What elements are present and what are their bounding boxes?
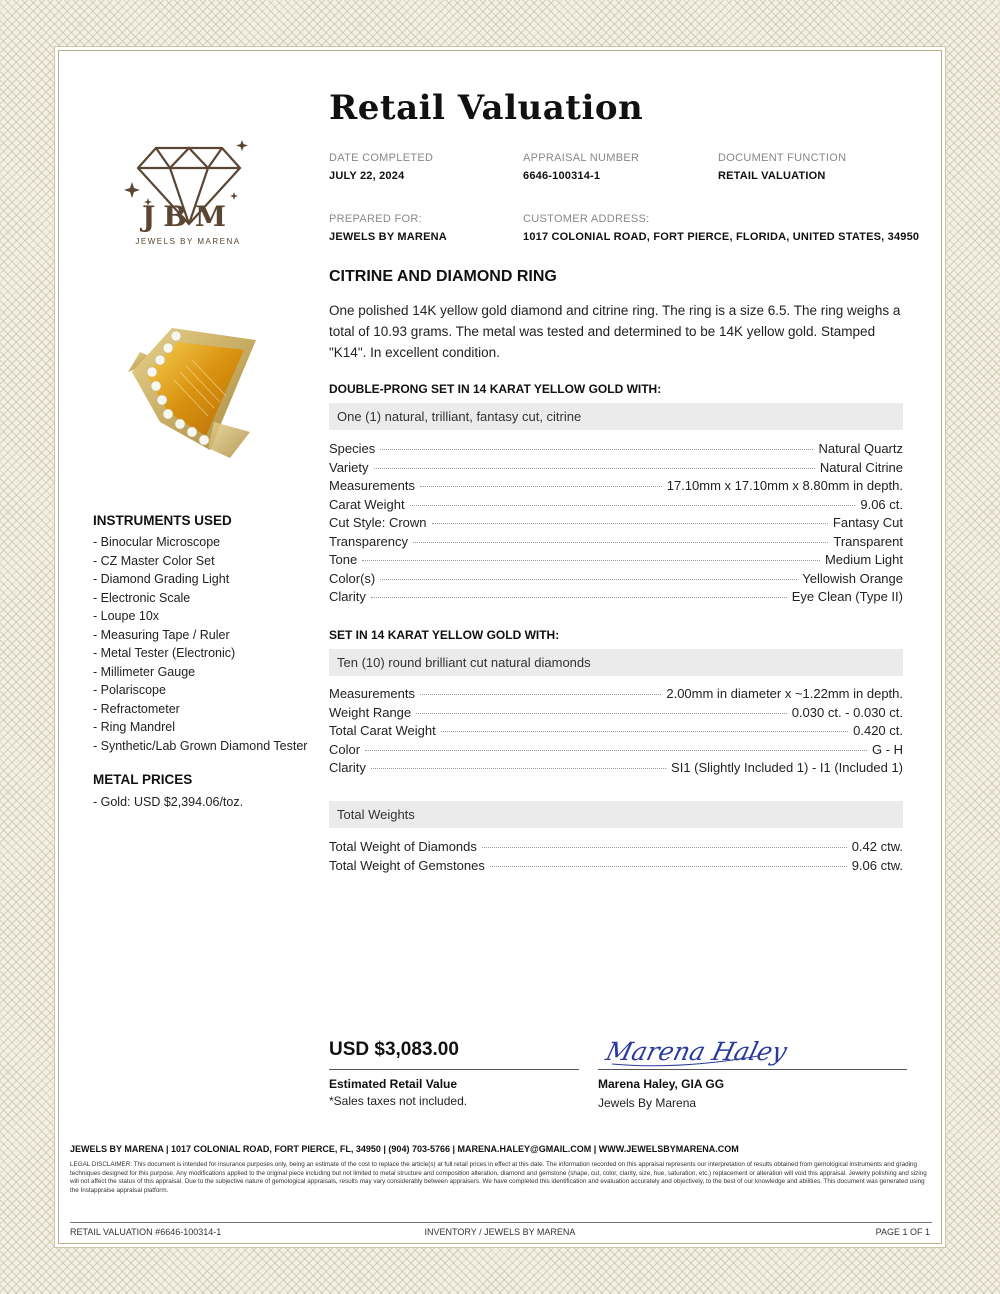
- leader-dots: [362, 560, 820, 561]
- metal-prices-heading: METAL PRICES: [93, 772, 193, 787]
- logo-wordmark: JBM: [142, 200, 234, 233]
- spec-row: [329, 858, 903, 877]
- spec-row: [329, 686, 903, 705]
- spec-label: Measurements: [329, 478, 415, 493]
- leader-dots: [490, 866, 847, 867]
- list-item: - Polariscope: [93, 683, 166, 697]
- customer-address-value: 1017 COLONIAL ROAD, FORT PIERCE, FLORIDA, UNITED STATES, 34950: [523, 231, 920, 243]
- document-title: Retail Valuation: [329, 88, 644, 128]
- prepared-for-value: JEWELS BY MARENA: [329, 231, 447, 243]
- citrine-heading: DOUBLE-PRONG SET IN 14 KARAT YELLOW GOLD WITH:: [329, 382, 662, 396]
- spec-value: 9.06 ct.: [860, 496, 903, 512]
- list-item: - CZ Master Color Set: [93, 553, 215, 568]
- leader-dots: [371, 768, 666, 769]
- spec-label: Color: [329, 741, 361, 757]
- list-item: - Millimeter Gauge: [93, 664, 196, 679]
- leader-dots: [416, 713, 787, 714]
- spec-label: Total Weight of Diamonds: [329, 839, 477, 854]
- leader-dots: [420, 486, 662, 487]
- spec-value: SI1 (Slightly Included 1) - I1 (Included 1): [671, 760, 903, 775]
- list-item: - Metal Tester (Electronic): [93, 646, 236, 660]
- footer-inventory: INVENTORY / JEWELS BY MARENA: [424, 1227, 576, 1237]
- spec-value: 0.42 ctw.: [851, 839, 903, 854]
- spec-label: Color(s): [329, 570, 376, 586]
- spec-row: [329, 571, 903, 590]
- appraisal-number-value: 6646-100314-1: [523, 170, 601, 182]
- spec-label: Total Weight of Gemstones: [329, 857, 485, 873]
- sales-tax-note: *Sales taxes not included.: [329, 1094, 468, 1108]
- total-weights-bar: Total Weights: [329, 801, 903, 828]
- diamonds-summary: Ten (10) round brilliant cut natural diamonds: [329, 649, 903, 676]
- spec-value: 0.030 ct. - 0.030 ct.: [791, 704, 903, 720]
- leader-dots: [374, 468, 815, 469]
- spec-row: [329, 478, 903, 497]
- footer-divider: [70, 1222, 932, 1223]
- spec-value: 9.06 ctw.: [851, 857, 903, 873]
- document-function-value: RETAIL VALUATION: [718, 170, 826, 182]
- spec-row: [329, 760, 903, 779]
- spec-value: 0.420 ct.: [853, 723, 903, 738]
- appraiser-name: Marena Haley, GIA GG: [598, 1077, 725, 1091]
- spec-label: Species: [329, 441, 376, 456]
- leader-dots: [380, 579, 797, 580]
- spec-label: Transparency: [329, 533, 408, 549]
- spec-value: Eye Clean (Type II): [791, 589, 903, 604]
- list-item: - Gold: USD $2,394.06/toz.: [93, 795, 244, 809]
- spec-row: [329, 497, 903, 516]
- retail-value-amount: USD $3,083.00: [329, 1039, 459, 1060]
- spec-label: Clarity: [329, 589, 366, 604]
- instruments-list: [93, 533, 307, 755]
- document-function-label: DOCUMENT FUNCTION: [718, 152, 847, 164]
- spec-value: 17.10mm x 17.10mm x 8.80mm in depth.: [666, 478, 903, 493]
- leader-dots: [420, 694, 661, 695]
- list-item: - Diamond Grading Light: [93, 572, 230, 586]
- spec-value: 2.00mm in diameter x ~1.22mm in depth.: [666, 686, 903, 701]
- metal-prices-list: [93, 793, 243, 812]
- leader-dots: [371, 597, 787, 598]
- spec-value: Transparent: [833, 533, 903, 549]
- leader-dots: [410, 505, 856, 506]
- spec-row: [329, 515, 903, 534]
- legal-disclaimer: LEGAL DISCLAIMER: This document is intended for insurance purposes only, being an estimate of the cost to replace the article(s) at full retail prices in effect at this date. The information recorded on this appraisal represents our interpretation of results obtained from gemological instruments and grading techniques designed for this purpose. Any modifications applied to the original piece including but not limited to metal structure and composition alteration, diamond and gemstone (shape, cut, color, clarity, size, hue, saturation, etc.) replacement or alteration will void this appraisal. Jewelry polishing and sizing will not affect the status of this appraisal. Due to the subjective nature of gemological appraisals, results may vary considerably between appraisers. We have completed this identification and evaluation accurately and objectively, to the best of our knowledge and abilities. This document was generated using the Instappraise appraisal platform.: [70, 1161, 927, 1194]
- ring-photo: [110, 312, 270, 462]
- list-item: - Ring Mandrel: [93, 720, 175, 734]
- signature-image: [603, 1030, 791, 1072]
- retail-value-label: Estimated Retail Value: [329, 1077, 458, 1091]
- spec-row: [329, 534, 903, 553]
- spec-label: Cut Style: Crown: [329, 515, 427, 530]
- spec-row: [329, 441, 903, 460]
- date-label: DATE COMPLETED: [329, 152, 434, 164]
- spec-row: [329, 460, 903, 479]
- spec-label: Measurements: [329, 686, 415, 701]
- appraiser-company: Jewels By Marena: [598, 1096, 697, 1110]
- spec-value: G - H: [871, 741, 903, 757]
- spec-row: [329, 742, 903, 761]
- item-description: One polished 14K yellow gold diamond and citrine ring. The ring is a size 6.5. The ring weighs a total of 10.93 grams. The metal was tested and determined to be 14K yellow gold. Stamped "K14". In excellent condition.: [329, 303, 901, 360]
- signature-script: Marena Haley: [603, 1036, 791, 1066]
- diamonds-heading: SET IN 14 KARAT YELLOW GOLD WITH:: [329, 628, 560, 642]
- spec-row: [329, 705, 903, 724]
- customer-address-label: CUSTOMER ADDRESS:: [523, 213, 650, 225]
- spec-row: [329, 723, 903, 742]
- diamonds-spec-table: [329, 686, 903, 779]
- instruments-heading: INSTRUMENTS USED: [93, 513, 232, 528]
- spec-row: [329, 552, 903, 571]
- spec-value: Natural Citrine: [819, 459, 903, 475]
- footer-page-number: PAGE 1 OF 1: [875, 1227, 930, 1237]
- spec-value: Medium Light: [824, 552, 903, 567]
- spec-row: [329, 589, 903, 608]
- list-item: - Binocular Microscope: [93, 535, 221, 549]
- price-underline: [329, 1069, 579, 1070]
- spec-row: [329, 839, 903, 858]
- citrine-summary: One (1) natural, trilliant, fantasy cut, citrine: [329, 403, 903, 430]
- spec-value: Fantasy Cut: [832, 515, 903, 530]
- footer-contact: JEWELS BY MARENA | 1017 COLONIAL ROAD, FORT PIERCE, FL, 34950 | (904) 703-5766 | MARENA.HALEY@GMAIL.COM | WWW.JEWELSBYMARENA.COM: [70, 1144, 739, 1154]
- appraisal-number-label: APPRAISAL NUMBER: [523, 152, 640, 164]
- leader-dots: [413, 542, 828, 543]
- list-item: - Synthetic/Lab Grown Diamond Tester: [93, 738, 308, 753]
- leader-dots: [365, 750, 867, 751]
- spec-label: Tone: [329, 552, 358, 567]
- leader-dots: [432, 523, 828, 524]
- leader-dots: [380, 449, 813, 450]
- leader-dots: [482, 847, 847, 848]
- citrine-spec-table: [329, 441, 903, 608]
- list-item: - Measuring Tape / Ruler: [93, 627, 230, 642]
- spec-value: Yellowish Orange: [802, 570, 903, 586]
- item-title: CITRINE AND DIAMOND RING: [329, 268, 557, 285]
- footer-document-id: RETAIL VALUATION #6646-100314-1: [70, 1227, 222, 1237]
- spec-label: Weight Range: [329, 704, 412, 720]
- spec-label: Clarity: [329, 760, 366, 775]
- spec-value: Natural Quartz: [818, 441, 903, 456]
- logo-subtitle: JEWELS BY MARENA: [135, 237, 241, 246]
- spec-label: Carat Weight: [329, 496, 405, 512]
- spec-label: Variety: [329, 459, 369, 475]
- prepared-for-label: PREPARED FOR:: [329, 213, 422, 225]
- list-item: - Loupe 10x: [93, 609, 160, 623]
- date-value: JULY 22, 2024: [329, 170, 405, 182]
- leader-dots: [441, 731, 848, 732]
- signature-line: [598, 1069, 907, 1070]
- spec-label: Total Carat Weight: [329, 723, 436, 738]
- totals-table: [329, 839, 903, 876]
- list-item: - Electronic Scale: [93, 590, 191, 605]
- list-item: - Refractometer: [93, 701, 180, 716]
